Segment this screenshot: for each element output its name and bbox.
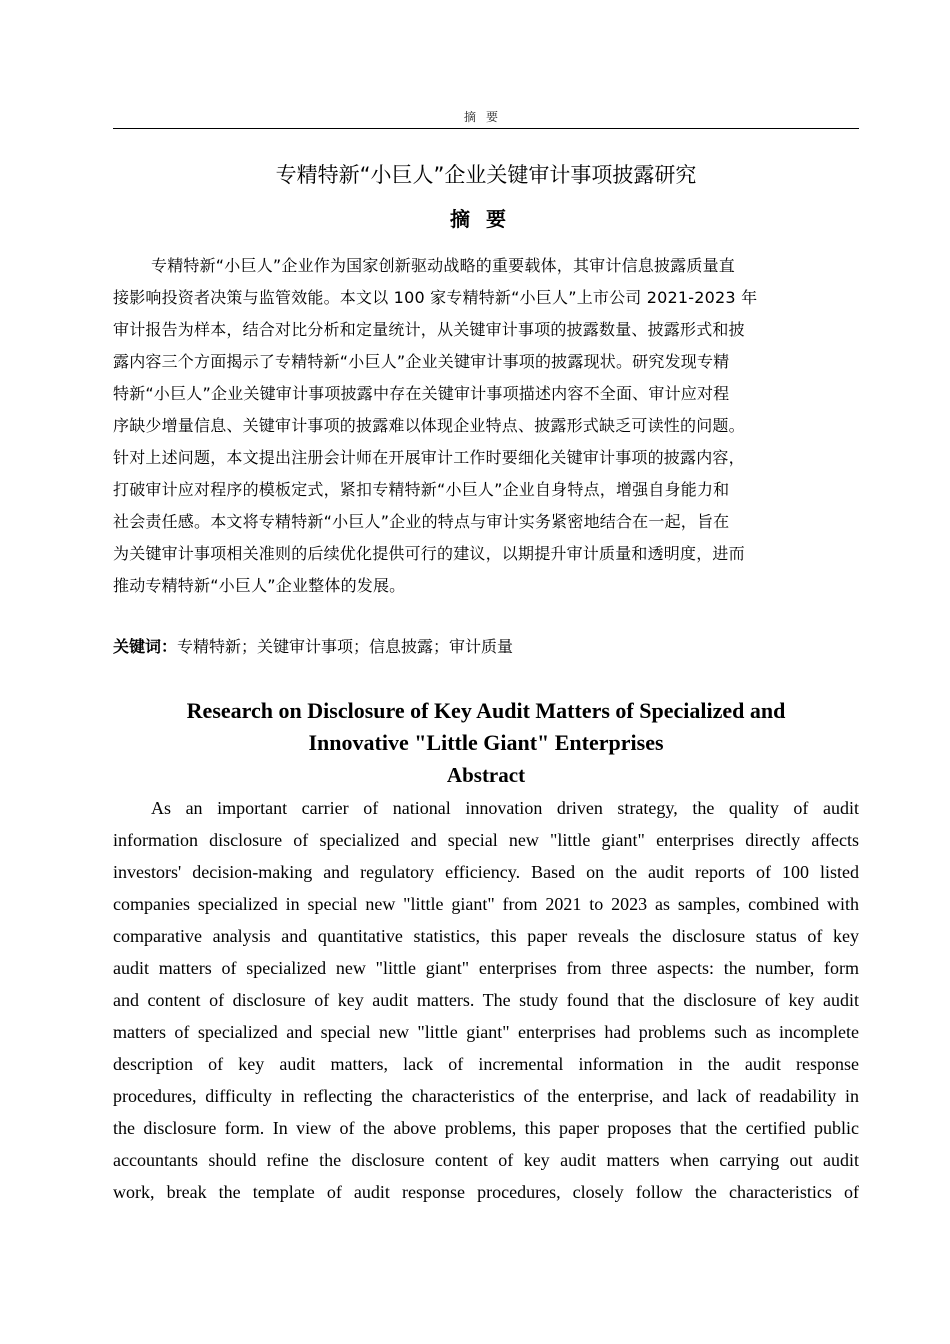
english-abstract-line: audit matters of specialized new "little giant" enterprises from three aspects: the number, form xyxy=(113,958,859,978)
english-abstract-line: the disclosure form. In view of the above problems, this paper proposes that the certified public xyxy=(113,1118,859,1138)
english-abstract-line: comparative analysis and quantitative statistics, this paper reveals the disclosure status of key xyxy=(113,926,859,946)
chinese-abstract-line: 社会责任感。本文将专精特新“小巨人”企业的特点与审计实务紧密地结合在一起，旨在 xyxy=(113,512,730,531)
chinese-abstract-line: 接影响投资者决策与监管效能。本文以 100 家专精特新“小巨人”上市公司 2021-2023 年 xyxy=(113,288,758,307)
english-abstract-line: work, break the template of audit response procedures, closely follow the characteristics of xyxy=(113,1182,859,1202)
english-abstract-line: companies specialized in special new "little giant" from 2021 to 2023 as samples, combined with xyxy=(113,894,859,914)
header-divider xyxy=(113,128,859,129)
chinese-abstract-line: 为关键审计事项相关准则的后续优化提供可行的建议，以期提升审计质量和透明度，进而 xyxy=(113,544,745,563)
english-abstract-line: description of key audit matters, lack of incremental information in the audit response xyxy=(113,1054,859,1074)
chinese-abstract-line: 针对上述问题，本文提出注册会计师在开展审计工作时要细化关键审计事项的披露内容， xyxy=(113,448,745,467)
english-abstract-line: matters of specialized and special new "little giant" enterprises had problems such as incomplete xyxy=(113,1022,859,1042)
chinese-abstract-line: 露内容三个方面揭示了专精特新“小巨人”企业关键审计事项的披露现状。研究发现专精 xyxy=(113,352,730,371)
chinese-abstract-line: 审计报告为样本，结合对比分析和定量统计，从关键审计事项的披露数量、披露形式和披 xyxy=(113,320,745,339)
keywords-label: 关键词： xyxy=(113,637,178,656)
english-abstract-line: investors' decision-making and regulatory efficiency. Based on the audit reports of 100 listed xyxy=(113,862,859,882)
running-header: 摘要 xyxy=(463,110,508,124)
keywords xyxy=(113,636,513,658)
chinese-abstract-line: 序缺少增量信息、关键审计事项的披露难以体现企业特点、披露形式缺乏可读性的问题。 xyxy=(113,416,745,435)
english-abstract-line: accountants should refine the disclosure content of key audit matters when carrying out audit xyxy=(113,1150,859,1170)
chinese-abstract-line: 推动专精特新“小巨人”企业整体的发展。 xyxy=(113,576,406,595)
english-title-line: Innovative "Little Giant" Enterprises xyxy=(308,730,664,755)
chinese-abstract-line: 打破审计应对程序的模板定式，紧扣专精特新“小巨人”企业自身特点，增强自身能力和 xyxy=(113,480,730,499)
keywords-value: 专精特新；关键审计事项；信息披露；审计质量 xyxy=(177,637,514,656)
english-abstract-line: procedures, difficulty in reflecting the characteristics of the enterprise, and lack of readability in xyxy=(113,1086,859,1106)
english-abstract-heading: Abstract xyxy=(446,763,526,787)
chinese-title: 专精特新“小巨人”企业关键审计事项披露研究 xyxy=(275,163,697,187)
chinese-abstract-heading: 摘要 xyxy=(450,207,522,231)
english-abstract-line: and content of disclosure of key audit matters. The study found that the disclosure of key audit xyxy=(113,990,859,1010)
english-abstract-line: As an important carrier of national innovation driven strategy, the quality of audit xyxy=(151,798,859,818)
chinese-abstract-line: 特新“小巨人”企业关键审计事项披露中存在关键审计事项描述内容不全面、审计应对程 xyxy=(113,384,730,403)
english-title-line: Research on Disclosure of Key Audit Matters of Specialized and xyxy=(186,698,786,723)
chinese-abstract-line: 专精特新“小巨人”企业作为国家创新驱动战略的重要载体，其审计信息披露质量直 xyxy=(151,256,735,275)
english-abstract-line: information disclosure of specialized and special new "little giant" enterprises directly affects xyxy=(113,830,859,850)
